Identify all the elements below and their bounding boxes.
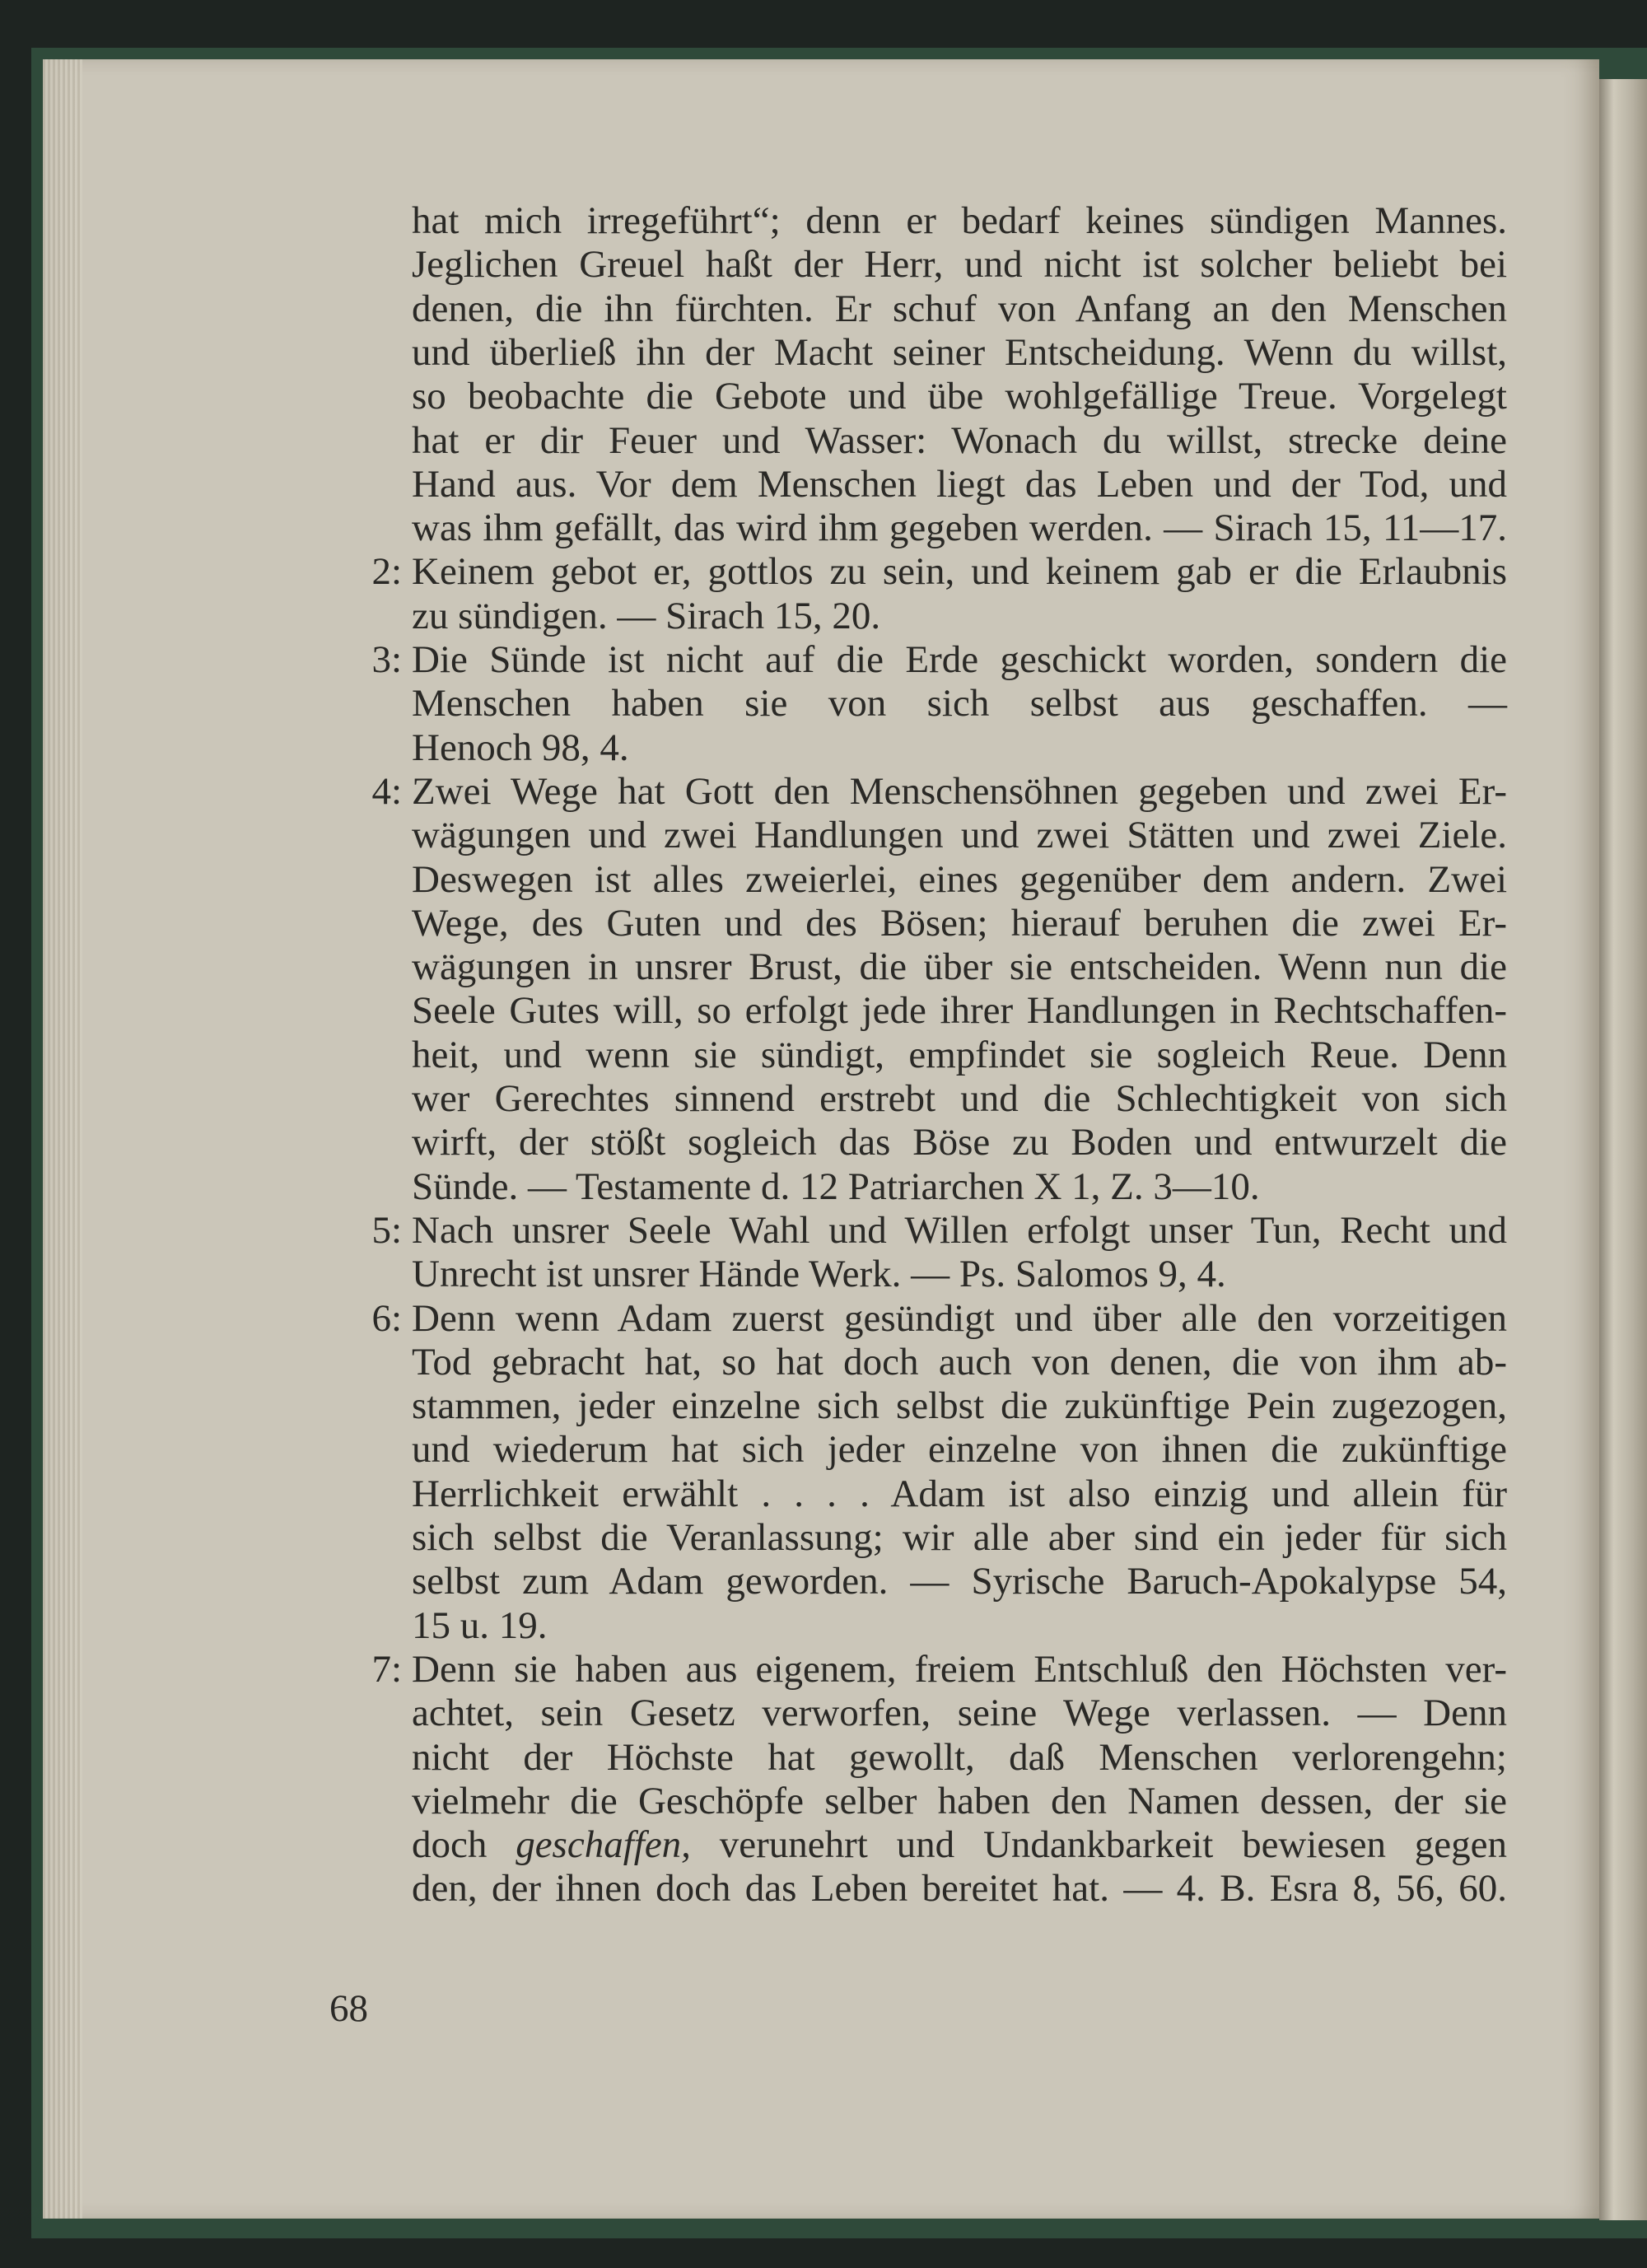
text-line: Die Sünde ist nicht auf die Erde geschickt worden, sondern die (412, 638, 1507, 681)
text-line: Denn sie haben aus eigenem, freiem Entschluß den Höchsten ver- (412, 1648, 1507, 1691)
text-line: Wege, des Guten und des Bösen; hierauf beruhen die zwei Er- (412, 902, 1507, 945)
text-line: Deswegen ist alles zweierlei, eines gegenüber dem andern. Zwei (412, 858, 1507, 901)
text-line: Tod gebracht hat, so hat doch auch von denen, die von ihm ab- (412, 1341, 1507, 1384)
text-line: denen, die ihn fürchten. Er schuf von Anfang an den Menschen (412, 287, 1507, 330)
text-span: verunehrt und Undankbarkeit bewiesen gegen (690, 1823, 1507, 1866)
text-line (412, 1822, 1507, 1868)
text-line: nicht der Höchste hat gewollt, daß Menschen verlorengehn; (412, 1736, 1507, 1779)
facing-page-edge (1599, 79, 1647, 2220)
text-span: doch (412, 1823, 516, 1866)
text-line: Herrlichkeit erwählt . . . . Adam ist also einzig und allein für (412, 1472, 1507, 1515)
text-line: Seele Gutes will, so erfolgt jede ihrer Handlungen in Rechtschaffen- (412, 989, 1507, 1032)
text-line: und wiederum hat sich jeder einzelne von ihnen die zukünftige (412, 1428, 1507, 1471)
verse-number: 5: (371, 1209, 402, 1252)
text-line: Hand aus. Vor dem Menschen liegt das Leben und der Tod, und (412, 463, 1507, 506)
text-line: hat mich irregeführt“; denn er bedarf keines sündigen Mannes. (412, 199, 1507, 242)
text-line: zu sündigen. — Sirach 15, 20. (412, 595, 881, 637)
text-line: achtet, sein Gesetz verworfen, seine Wege verlassen. — Denn (412, 1692, 1507, 1734)
text-line: wägungen und zwei Handlungen und zwei Stätten und zwei Ziele. (412, 814, 1507, 856)
text-line: Menschen haben sie von sich selbst aus geschaffen. — (412, 682, 1507, 725)
text-line: wirft, der stößt sogleich das Böse zu Boden und entwurzelt die (412, 1121, 1507, 1164)
page-number: 68 (329, 1987, 368, 2030)
text-line: was ihm gefällt, das wird ihm gegeben werden. — Sirach 15, 11—17. (412, 506, 1507, 549)
text-line: Jeglichen Greuel haßt der Herr, und nicht ist solcher beliebt bei (412, 243, 1507, 286)
verse-number: 6: (371, 1297, 402, 1340)
emphasized-word: geschaffen, (516, 1823, 691, 1866)
text-line: so beobachte die Gebote und übe wohlgefällige Treue. Vorgelegt (412, 375, 1507, 418)
text-line: Zwei Wege hat Gott den Menschensöhnen gegeben und zwei Er- (412, 770, 1507, 813)
text-line: und überließ ihn der Macht seiner Entscheidung. Wenn du willst, (412, 331, 1507, 374)
text-line: stammen, jeder einzelne sich selbst die zukünftige Pein zugezogen, (412, 1384, 1507, 1427)
text-line: heit, und wenn sie sündigt, empfindet sie sogleich Reue. Denn (412, 1034, 1507, 1076)
text-line: wer Gerechtes sinnend erstrebt und die Schlechtigkeit von sich (412, 1077, 1507, 1120)
text-line: Keinem gebot er, gottlos zu sein, und keinem gab er die Erlaubnis (412, 550, 1507, 593)
text-line: Sünde. — Testamente d. 12 Patriarchen X 1, Z. 3—10. (412, 1165, 1260, 1208)
verse-number: 3: (371, 638, 402, 681)
text-line: Unrecht ist unsrer Hände Werk. — Ps. Salomos 9, 4. (412, 1253, 1226, 1295)
verse-number: 7: (371, 1648, 402, 1691)
text-line: selbst zum Adam geworden. — Syrische Baruch-Apokalypse 54, (412, 1560, 1507, 1603)
text-line: hat er dir Feuer und Wasser: Wonach du willst, strecke deine (412, 419, 1507, 462)
verse-number: 4: (371, 770, 402, 813)
text-line: 15 u. 19. (412, 1604, 548, 1647)
text-line: Denn wenn Adam zuerst gesündigt und über alle den vorzeitigen (412, 1297, 1507, 1340)
text-line: den, der ihnen doch das Leben bereitet hat. — 4. B. Esra 8, 56, 60. (412, 1867, 1507, 1910)
verse-number: 2: (371, 550, 402, 593)
text-line: vielmehr die Geschöpfe selber haben den Namen dessen, der sie (412, 1780, 1507, 1822)
text-line: wägungen in unsrer Brust, die über sie entscheiden. Wenn nun die (412, 945, 1507, 988)
text-line: sich selbst die Veranlassung; wir alle aber sind ein jeder für sich (412, 1516, 1507, 1559)
text-line: Henoch 98, 4. (412, 726, 629, 769)
text-line: Nach unsrer Seele Wahl und Willen erfolgt unser Tun, Recht und (412, 1209, 1507, 1252)
page-edges (43, 59, 82, 2219)
